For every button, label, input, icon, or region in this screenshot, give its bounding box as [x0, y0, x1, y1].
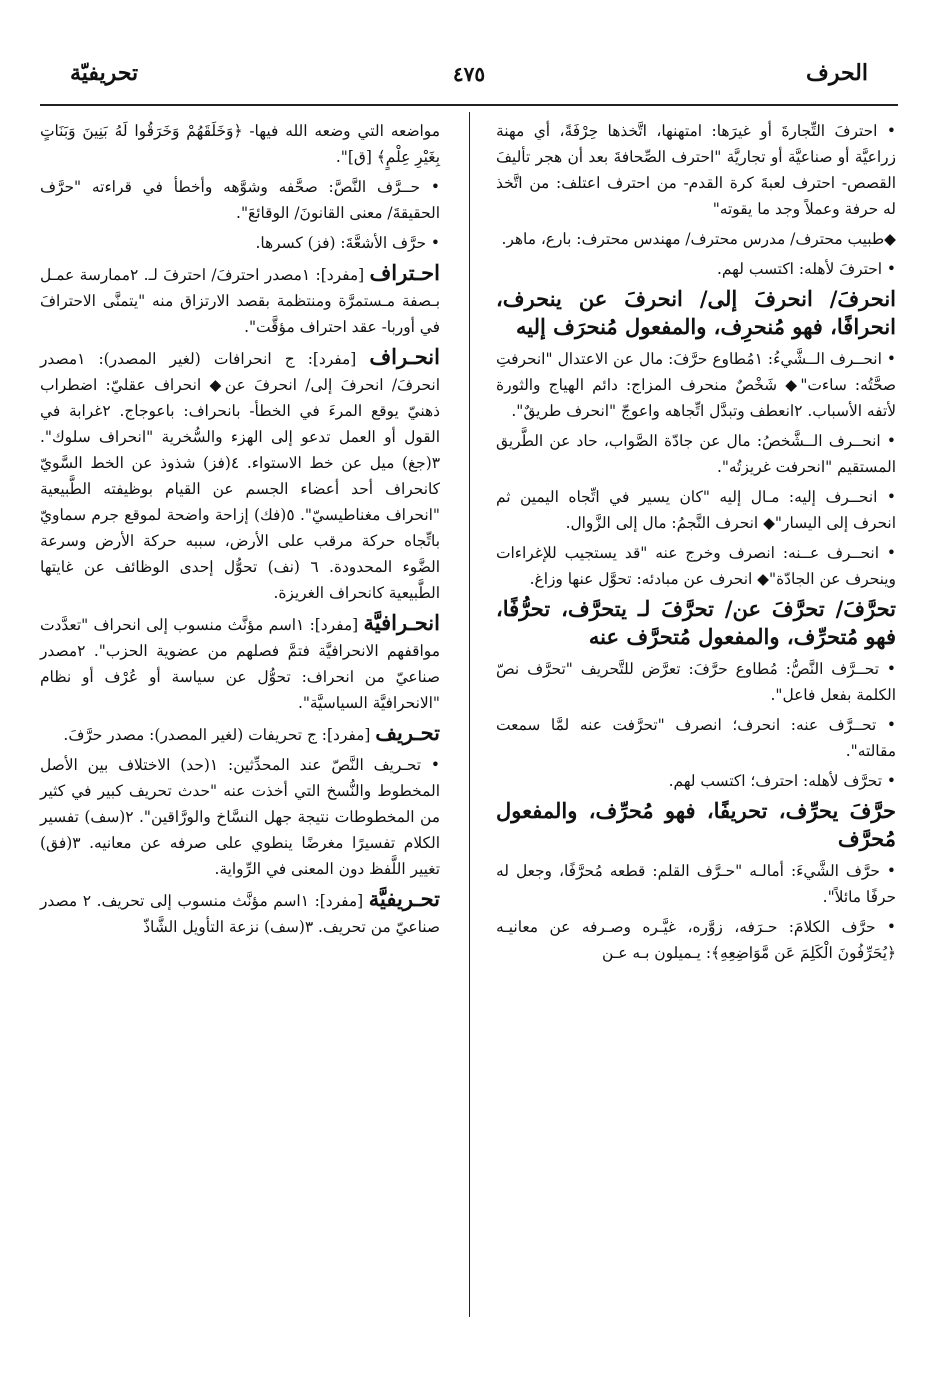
column-divider	[469, 112, 470, 1317]
headword-entry	[496, 286, 896, 342]
header-rule	[40, 104, 898, 106]
entry-definition: [مفرد]: ١اسم مؤنَّث منسوب إلى انحراف "تعدَّدت مواقفهم الانحرافيَّة فتمَّ فصلهم من عضوية الحزب". ٢مصدر صناعيّ من انحراف: تحوُّل عن سياسة أو عُرْف أو نظام "الانحرافيَّة السياسيَّة".	[40, 616, 440, 712]
dictionary-entry	[40, 260, 440, 340]
sense-paragraph: • تحــرَّف عنه: انحرف؛ انصرف "تحرَّفت عنه لمَّا سمعت مقالته".	[496, 716, 896, 760]
sense-paragraph: • حرَّف الكلامَ: حـرَفه، زوَّره، غيَّـره وصـرفه عن معانيـه ﴿يُحَرِّفُونَ الْكَلِمَ عَن مَّوَاضِعِهِ﴾: يـميلون بـه عـن	[496, 918, 896, 962]
sense-paragraph: • حرَّف الأشعَّةَ: (فز) كسرها.	[255, 234, 440, 252]
running-head-right: الحرف	[806, 60, 868, 86]
headword-entry	[496, 596, 896, 652]
sense-paragraph: • تحــرَّف النَّصُّ: مُطاوع حرَّفَ: تعرَّض للتَّحريف "تحرَّف نصّ الكلمة بفعل فاعل".	[496, 660, 896, 704]
sense-paragraph: • انحــرف عــنه: انصرف وخرج عنه "قد يستجيب للإغراءات وينحرف عن الجادّة"◆ انحرف عن مبادئه: تحوَّل عنها وزاغ.	[496, 544, 896, 588]
sense-paragraph: • انحــرف الــشَّيءُ: ١مُطاوع حرَّفَ: مال عن الاعتدال "انحرفتِ صحَّتُه: ساءت"◆ شَخْصٌ منحرف المزاج: دائم الهياج والثورة لأتفه الأسباب. ٢انعطف وتبدَّل اتِّجاهه واعوجّ "انحرف طريقٌ".	[496, 350, 897, 420]
sense-paragraph: ◆طبيب محترف/ مدرس محترف/ مهندس محترف: بارع، ماهر.	[501, 230, 896, 248]
entry-headword: تحـريفيَّة	[368, 886, 440, 911]
entry-definition: [مفرد]: ١اسم مؤنَّث منسوب إلى تحريف. ٢ مصدر صناعيّ من تحريف. ٣(سف) نزعة التأويل الشَّاذّ	[40, 892, 440, 936]
sense-paragraph: • احترفَ لأهله: اكتسب لهم.	[717, 260, 896, 278]
sense-paragraph: • تحـريف النَّصّ عند المحدِّثين: ١(حد) الاختلاف بين الأصل المخطوط والنُّسخ التي أخذت عنه "حدث تحريف كبير في كثير من المخطوطات نتيجة جهل النسَّاخ والورَّاقين". ٢(سف) تفسير الكلام تفسيرًا مغرضًا ينطوي على صرفه عن معانيه. ٣(فق) تغيير اللَّفظ دون المعنى في الرِّواية.	[40, 756, 440, 878]
sense-paragraph: • انحــرف إليه: مـال إليه "كان يسير في اتِّجاه اليمين ثم انحرف إلى اليسار"◆ انحرف النَّجمُ: مال إلى الزَّوال.	[496, 488, 896, 532]
entry-headword: انحـراف	[369, 344, 440, 369]
headword-text: انحرفَ/ انحرفَ إلى/ انحرفَ عن ينحرف، انحرافًا، فهو مُنحرِف، والمفعول مُنحرَف إليه	[496, 286, 896, 339]
headword-text: تحرَّفَ/ تحرَّفَ عن/ تحرَّفَ لـ يتحرَّف، تحرُّفًا، فهو مُتحرِّف، والمفعول مُتحرَّف عنه	[496, 596, 896, 649]
page-number: ٤٧٥	[452, 62, 486, 86]
entry-headword: تحـريف	[375, 720, 440, 745]
sense-paragraph: • حــرَّف النَّصَّ: صحَّفه وشوَّهه وأخطأ في قراءته "حرَّف الحقيقةَ/ معنى القانونَ/ الوقائعَ".	[40, 178, 440, 222]
entry-definition: [مفرد]: ج انحرافات (لغير المصدر): ١مصدر انحرفَ/ انحرفَ إلى/ انحرفَ عن◆ انحراف عقليّ: اضطراب ذهنيّ يوقع المرءَ في الخطأ- بانحراف: باعوجاج. ٢غرابة في القول أو العمل تدعو إلى الهزء والسُّخرية "انحراف سلوك". ٣(جغ) ميل عن خط الاستواء. ٤(فز) شذوذ عن الخط السَّويّ كانحراف أحد أعضاء الجسم عن القيام بوظيفته الطَّبيعية "انحراف مغناطيسيّ". ٥(فك) إزاحة واضحة لموقع جرم سماويّ باتِّجاه حركة مرقب على الأرض، سببه حركة الأرض وسرعة الضَّوء المحدودة. ٦ (نف) تحوُّل إحدى الوظائف عن غايتها الطَّبيعية كانحراف الغريزة.	[40, 350, 441, 602]
dictionary-entry	[40, 886, 440, 940]
left-column	[40, 118, 440, 944]
sense-paragraph: • حرَّف الشَّيءَ: أمالـه "حـرَّف القلم: قطعه مُحرَّفًا، وجعل له حرفًا مائلاً".	[496, 862, 896, 906]
entry-headword: احـتراف	[369, 260, 440, 285]
dictionary-entry	[40, 610, 440, 716]
sense-paragraph: • انحــرف الــشَّخصُ: مال عن جادّة الصَّواب، حاد عن الطَّريق المستقيم "انحرفت غريزتُه".	[496, 432, 896, 476]
dictionary-entry	[40, 344, 440, 606]
entry-definition: [مفرد]: ١مصدر احترفَ/ احترفَ لـ. ٢ممارسة عمـل بـصفة مـستمرَّة ومنتظمة بقصد الارتزاق منه "يتمنَّى الاحترافَ في أوربا- عقد احتراف مؤقَّت".	[40, 266, 440, 336]
headword-text: حرَّفَ يحرِّف، تحريفًا، فهو مُحرِّف، والمفعول مُحرَّف	[496, 798, 896, 851]
sense-paragraph: • تحرَّف لأهله: احترف؛ اكتسب لهم.	[668, 772, 896, 790]
entry-definition: [مفرد]: ج تحريفات (لغير المصدر): مصدر حرَّفَ.	[63, 726, 371, 744]
dictionary-entry	[40, 720, 440, 748]
right-column	[496, 118, 896, 970]
sense-paragraph: مواضعه التي وضعه الله فيها- ﴿وَخَلَقَهُمْ وَخَرَقُوا لَهُ بَنِينَ وَبَنَاتٍ بِغَيْرِ عِلْمٍ﴾ [ق]".	[40, 122, 440, 166]
headword-entry	[496, 798, 896, 854]
entry-headword: انحـرافيَّة	[363, 610, 440, 635]
running-head-left: تحريفيّة	[70, 60, 139, 86]
page-header	[40, 52, 898, 100]
sense-paragraph: • احترفَ التِّجارةَ أو غيرَها: امتهنها، اتَّخذها حِرْفَةً، أي مهنة زراعيَّة أو صناعيَّة أو تجاريَّة "احترف الصِّحافةَ بعد أن هجر تأليفَ القصص- احترف لعبةَ كرة القدم- من احترف اعتلف: من اتَّخذ له حرفة وعملاً وجد ما يقوته"	[496, 122, 896, 218]
